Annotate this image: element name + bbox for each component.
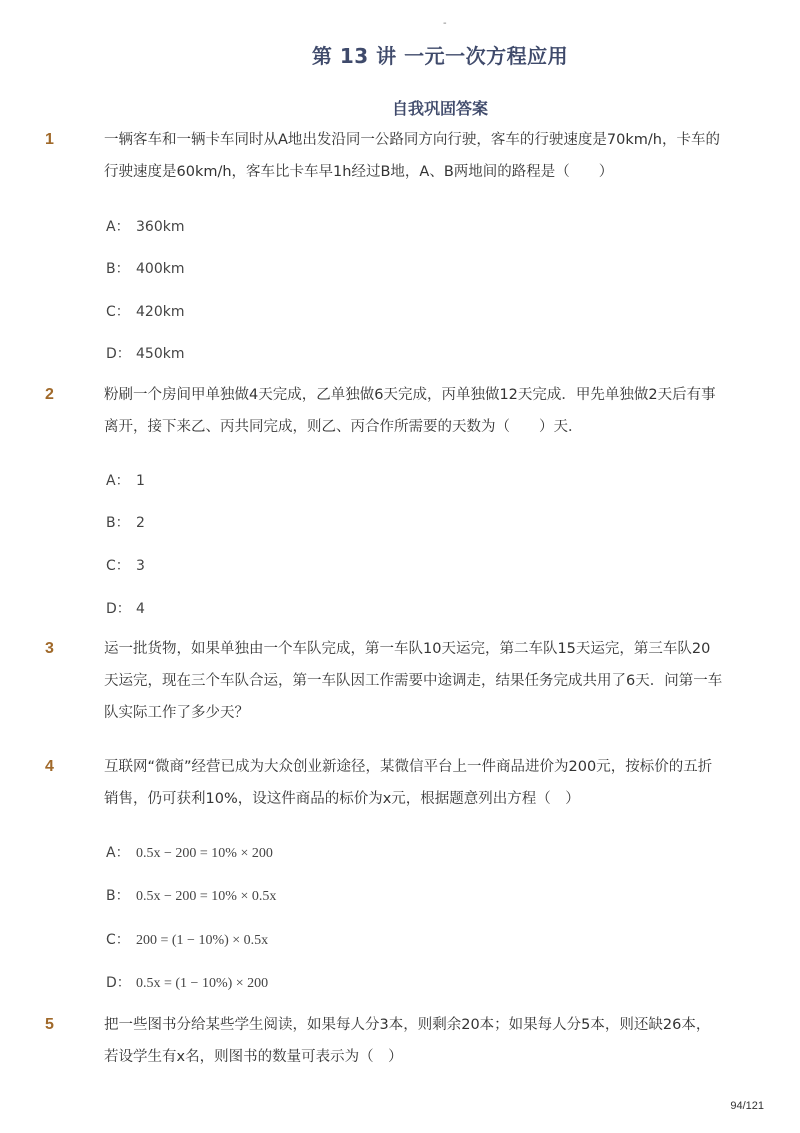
question-2-stem: 粉刷一个房间甲单独做4天完成，乙单独做6天完成，丙单独做12天完成．甲先单独做2天后有事离开，接下来乙、丙共同完成，则乙、丙合作所需要的天数为（ ）天． [104,387,716,435]
option-label: D： [106,601,131,617]
option-label: C： [106,304,130,320]
option-label: B： [106,515,130,531]
option-formula: 0.5x = (1 − 10%) × 200 [136,976,269,991]
option-label: D： [106,975,131,991]
option-text: 420km [136,304,185,320]
question-4-option-d [106,972,268,992]
question-4-stem: 互联网“微商”经营已成为大众创业新途径，某微信平台上一件商品进价为200元，按标价的五折销售，仍可获利10%，设这件商品的标价为x元，根据题意列出方程（ ） [104,759,713,807]
option-text: 1 [136,473,145,489]
option-label: A： [106,219,130,235]
question-4-number: 4 [45,758,54,775]
question-2-option-a [106,470,145,490]
question-2-option-c [106,555,145,575]
question-3-number: 3 [45,640,54,657]
question-1-stem: 一辆客车和一辆卡车同时从A地出发沿同一公路同方向行驶，客车的行驶速度是70km/h，卡车的行驶速度是60km/h，客车比卡车早1h经过B地，A、B两地间的路程是（ ） [104,132,720,180]
question-4-option-b [106,885,276,905]
option-label: B： [106,888,130,904]
option-formula: 0.5x − 200 = 10% × 200 [136,846,273,861]
option-label: B： [106,261,130,277]
option-label: C： [106,558,130,574]
question-5-number: 5 [45,1016,54,1033]
option-text: 400km [136,261,185,277]
option-label: D： [106,346,131,362]
question-1-option-b [106,258,184,278]
question-5-stem: 把一些图书分给某些学生阅读，如果每人分3本，则剩余20本；如果每人分5本，则还缺26本，若设学生有x名，则图书的数量可表示为（ ） [104,1017,711,1065]
question-4-option-a [106,842,273,862]
option-formula: 0.5x − 200 = 10% × 0.5x [136,889,277,904]
option-text: 2 [136,515,145,531]
option-label: C： [106,932,130,948]
question-3-stem: 运一批货物，如果单独由一个车队完成，第一车队10天运完，第二车队15天运完，第三车队20天运完，现在三个车队合运，第一车队因工作需要中途调走，结果任务完成共用了6天．问第一车队实际工作了多少天？ [104,641,723,721]
page-title: 第 13 讲 一元一次方程应用 [311,44,569,68]
option-label: A： [106,845,130,861]
option-text: 360km [136,219,185,235]
question-2-number: 2 [45,386,54,403]
question-1-number: 1 [45,131,54,148]
header-mark: - [443,18,447,29]
option-label: A： [106,473,130,489]
option-formula: 200 = (1 − 10%) × 0.5x [136,933,269,948]
question-4-option-c [106,929,268,949]
question-1-option-d [106,343,184,363]
section-title: 自我巩固答案 [391,99,488,118]
page-number: 94/121 [730,1100,764,1112]
question-1-option-a [106,216,184,236]
question-2-option-b [106,512,145,532]
option-text: 450km [136,346,185,362]
option-text: 3 [136,558,145,574]
question-2-option-d [106,598,145,618]
option-text: 4 [136,601,145,617]
question-1-option-c [106,301,184,321]
